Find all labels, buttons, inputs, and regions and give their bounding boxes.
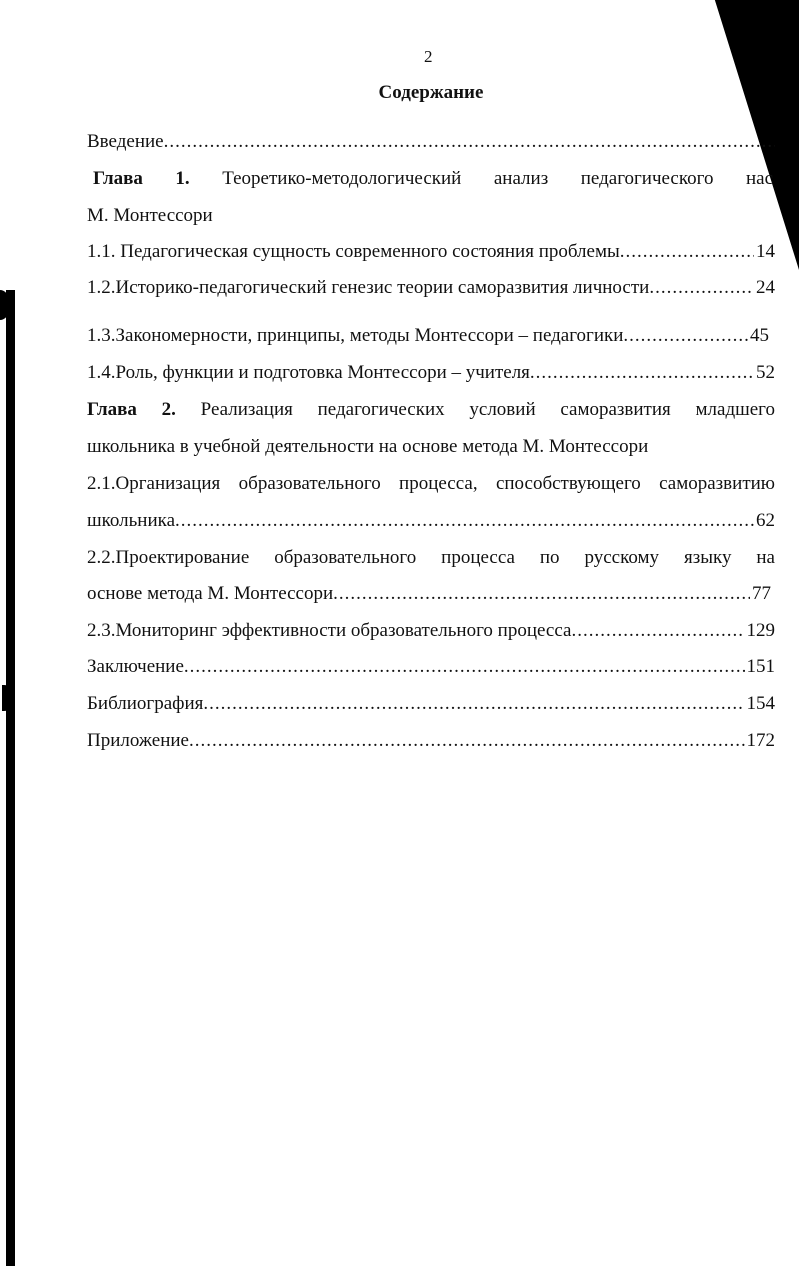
toc-entry-text: 1.3.Закономерности, принципы, методы Монтессори – педагогики [87,325,624,346]
toc-entry-appendix [87,729,775,753]
toc-entry-text: 1.2.Историко-педагогический генезис теории саморазвития личности [87,277,650,298]
toc-entry-text: школьника [87,510,176,531]
chapter-label: Глава [87,399,137,420]
toc-entry-2-1: 2.1.Организация образовательного процесса, способствующего саморазвитию [87,473,775,494]
toc-entry-page: 172 [746,730,775,751]
toc-chapter-1-heading-cont: М. Монтессори [87,205,213,226]
toc-chapter-2-heading [87,398,775,422]
chapter-number: 1. [175,168,190,189]
toc-entry-2-2: 2.2.Проектирование образовательного процесса по русскому языку на [87,547,775,568]
toc-entry-page: 14 [756,241,775,262]
toc-entry-page: 62 [756,510,775,531]
toc-entry-page: 45 [750,325,769,346]
toc-entry-bibliography [87,692,775,716]
page-number: 2 [424,47,433,66]
toc-entry-1-2 [87,276,775,300]
toc-leader-dots [203,692,744,716]
chapter-number: 2. [161,399,176,420]
toc-entry-text: 1.4.Роль, функции и подготовка Монтессори – учителя [87,362,530,383]
toc-entry-1-4 [87,361,775,385]
toc-entry-2-3 [87,619,775,643]
toc-leader-dots [333,582,750,606]
toc-entry-text: Библиография [87,693,204,714]
toc-chapter-2-heading-cont: школьника в учебной деятельности на основе метода М. Монтессори [87,436,649,457]
toc-entry-text: основе метода М. Монтессори [87,583,334,604]
toc-entry-page: 24 [756,277,775,298]
toc-leader-dots [620,240,754,264]
toc-leader-dots [175,509,754,533]
toc-leader-dots [530,361,754,385]
toc-entry-conclusion [87,655,775,679]
toc-entry-text: Заключение [87,656,184,677]
toc-entry-text: 1.1. Педагогическая сущность современного состояния проблемы [87,241,620,262]
toc-entry-1-3 [87,324,769,348]
toc-entry-text: Приложение [87,730,189,751]
toc-entry-page: 151 [746,656,775,677]
scan-shadow-left-edge [0,290,24,1266]
page-title: Содержание [378,82,484,103]
toc-entry-introduction [87,130,775,154]
toc-entry-1-1 [87,240,775,264]
toc-entry-page: 77 [752,583,771,604]
toc-entry-page: 154 [746,693,775,714]
chapter-title: Теоретико-методологический анализ педагогического нас [222,168,774,189]
toc-entry-page: 52 [756,362,775,383]
toc-entry-2-2-cont [87,582,771,606]
toc-entry-page: 129 [746,620,775,641]
toc-leader-dots [164,130,775,154]
toc-leader-dots [189,729,745,753]
toc-entry-text: Введение [87,131,164,152]
chapter-label: Глава [93,168,143,189]
toc-chapter-1-heading [93,167,773,191]
toc-leader-dots [184,655,745,679]
toc-leader-dots [623,324,748,348]
toc-entry-2-1-cont [87,509,775,533]
toc-leader-dots [649,276,754,300]
chapter-title: Реализация педагогических условий саморазвития младшего [200,399,776,420]
toc-leader-dots [571,619,744,643]
toc-entry-text: 2.3.Мониторинг эффективности образовательного процесса [87,620,572,641]
